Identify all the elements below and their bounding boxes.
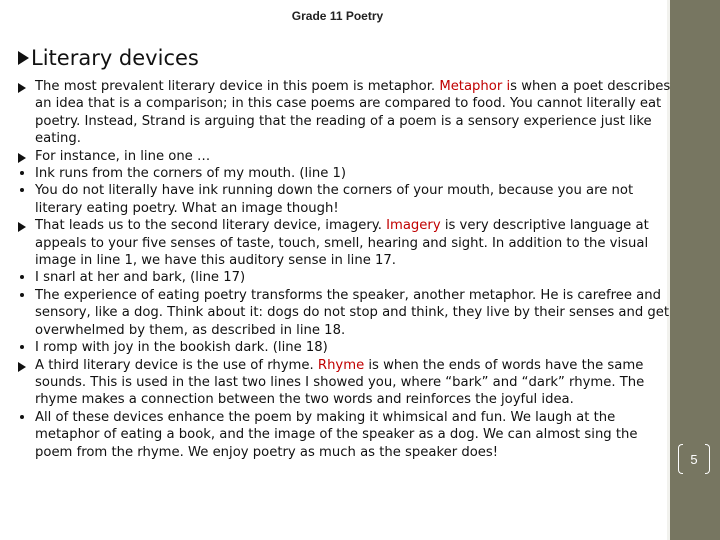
page-number: 5 <box>690 451 698 467</box>
bullet-item <box>18 78 678 148</box>
slide-heading-text: Literary devices <box>31 46 199 70</box>
slide-heading <box>18 46 199 70</box>
page-number-badge <box>678 444 710 474</box>
arrow-bullet-shape <box>18 153 26 163</box>
bullet-item <box>18 217 678 269</box>
left-brace-icon <box>678 444 683 474</box>
bullet-item <box>18 269 678 286</box>
bullet-text: The experience of eating poetry transforms the speaker, another metaphor. He is carefree and sensory, like a dog. Think about it: dogs do not stop and think, they live by their senses and get overwhelmed by them, as described in line 18. <box>35 287 670 338</box>
highlighted-term: Imagery <box>386 218 441 234</box>
bullet-text: s when a poet describes an idea that is a comparison; in this case poems are compared to food. You cannot literally eat poetry. Instead, Strand is arguing that the reading of a poem is a sensory experience just like eating. <box>35 79 671 147</box>
bullet-item <box>18 148 678 165</box>
bullet-item <box>18 357 678 409</box>
bullet-text: All of these devices enhance the poem by making it whimsical and fun. We laugh at the metaphor of eating a book, and the image of the speaker as a dog. We can almost sing the poem from the rhyme. We enjoy poetry as much as the speaker does! <box>35 409 638 460</box>
arrow-bullet-icon <box>18 81 28 91</box>
dot-bullet-icon <box>18 342 28 352</box>
bullet-item <box>18 165 678 182</box>
bullet-text: The most prevalent literary device in this poem is metaphor. <box>35 79 440 94</box>
bullet-text: For instance, in line one … <box>35 148 211 164</box>
bullet-text: is very descriptive language at appeals to your five senses of taste, touch, smell, hearing and sight. In addition to the visual image in line 1, we have this auditory sense in line 17. <box>35 218 649 269</box>
arrow-bullet-shape <box>18 83 26 93</box>
dot-bullet-icon <box>18 168 28 178</box>
dot-bullet-icon <box>18 412 28 422</box>
bullet-text: I snarl at her and bark, (line 17) <box>35 270 246 286</box>
bullet-item <box>18 409 678 461</box>
dot-bullet-icon <box>18 185 28 195</box>
arrow-bullet-icon <box>18 151 28 161</box>
dot-bullet-icon <box>18 272 28 282</box>
arrow-bullet-icon <box>18 220 28 230</box>
arrow-bullet-icon <box>18 360 28 370</box>
arrow-bullet-icon <box>18 51 29 65</box>
highlighted-term: Metaphor i <box>439 79 511 94</box>
right-brace-icon <box>705 444 710 474</box>
bullet-item <box>18 287 678 339</box>
bullet-text: Ink runs from the corners of my mouth. (line 1) <box>35 166 347 182</box>
bullet-text: A third literary device is the use of rhyme. <box>35 357 318 373</box>
bullet-text: You do not literally have ink running down the corners of your mouth, because you are not literary eating poetry. What an image though! <box>35 183 634 216</box>
bullet-item <box>18 182 678 217</box>
dot-bullet-icon <box>18 290 28 300</box>
bullet-text: I romp with joy in the bookish dark. (line 18) <box>35 340 328 356</box>
arrow-bullet-shape <box>18 222 26 232</box>
bullet-item <box>18 339 678 356</box>
arrow-bullet-shape <box>18 362 26 372</box>
page-header-title: Grade 11 Poetry <box>291 9 384 23</box>
bullet-text: That leads us to the second literary device, imagery. <box>35 218 387 234</box>
highlighted-term: Rhyme <box>317 357 365 373</box>
bullet-text: is when the ends of words have the same sounds. This is used in the last two lines I showed you, where “bark” and “dark” rhyme. The rhyme makes a connection between the two words and reinforces the joyful idea. <box>35 357 645 408</box>
bullet-list <box>18 78 678 461</box>
